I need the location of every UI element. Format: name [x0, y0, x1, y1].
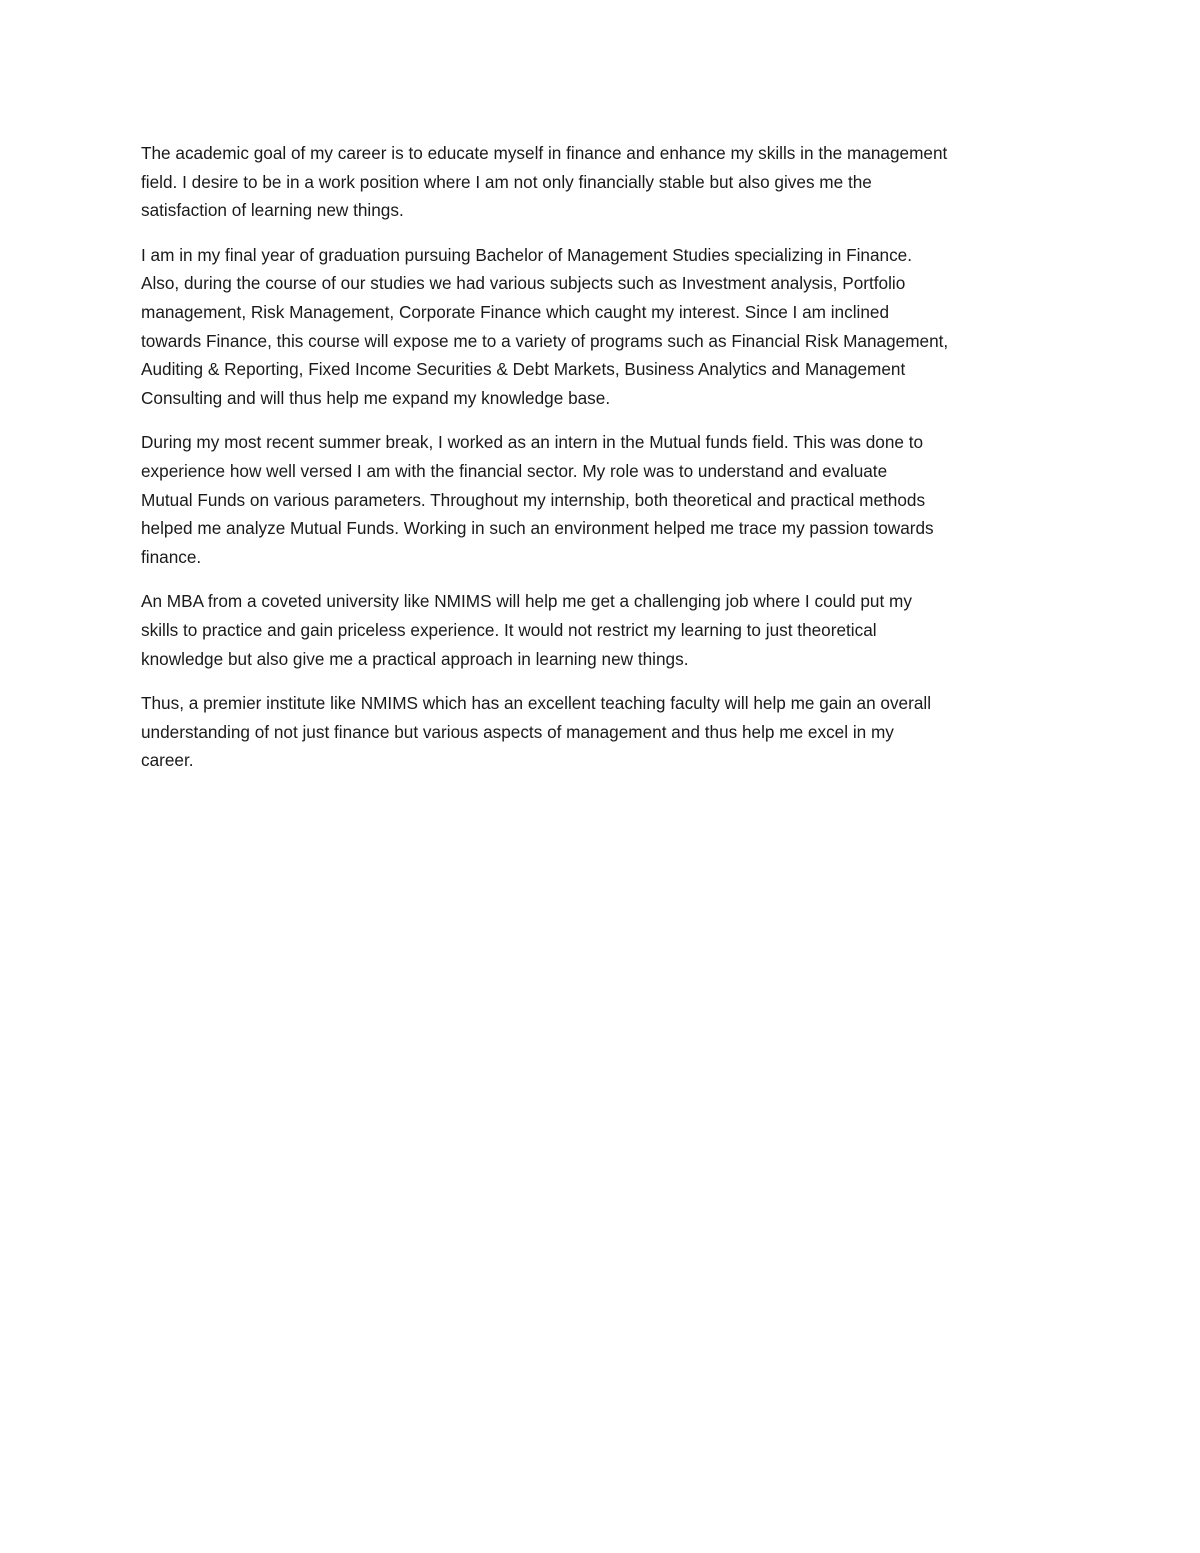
text-line: knowledge but also give me a practical approach in learning new things.	[141, 648, 689, 669]
paragraph-graduation	[141, 241, 1059, 413]
text-line: career.	[141, 750, 194, 771]
document-body	[141, 139, 1059, 791]
text-line: Consulting and will thus help me expand my knowledge base.	[141, 387, 611, 408]
text-line: field. I desire to be in a work position where I am not only financially stable but also gives me the	[141, 171, 872, 192]
text-line: Thus, a premier institute like NMIMS which has an excellent teaching faculty will help me gain an overall	[141, 693, 932, 714]
text-line: management, Risk Management, Corporate Finance which caught my interest. Since I am inclined	[141, 301, 890, 322]
text-line: helped me analyze Mutual Funds. Working in such an environment helped me trace my passion towards	[141, 518, 934, 539]
paragraph-academic-goal	[141, 139, 1059, 225]
text-line: During my most recent summer break, I worked as an intern in the Mutual funds field. This was done to	[141, 432, 924, 453]
text-line: Mutual Funds on various parameters. Throughout my internship, both theoretical and practical methods	[141, 489, 926, 510]
text-line: satisfaction of learning new things.	[141, 200, 404, 221]
text-line: experience how well versed I am with the financial sector. My role was to understand and evaluate	[141, 460, 888, 481]
text-line: towards Finance, this course will expose me to a variety of programs such as Financial Risk Management,	[141, 330, 949, 351]
paragraph-internship	[141, 428, 1059, 571]
paragraph-mba	[141, 587, 1059, 673]
text-line: The academic goal of my career is to educate myself in finance and enhance my skills in the management	[141, 143, 948, 163]
text-line: Also, during the course of our studies we had various subjects such as Investment analysis, Portfolio	[141, 273, 906, 294]
text-line: finance.	[141, 546, 202, 567]
text-line: understanding of not just finance but various aspects of management and thus help me excel in my	[141, 721, 894, 742]
text-line: Auditing & Reporting, Fixed Income Securities & Debt Markets, Business Analytics and Management	[141, 359, 906, 380]
text-line: An MBA from a coveted university like NMIMS will help me get a challenging job where I could put my	[141, 591, 912, 612]
paragraph-conclusion	[141, 689, 1059, 775]
text-line: skills to practice and gain priceless experience. It would not restrict my learning to just theoretical	[141, 619, 877, 640]
text-line: I am in my final year of graduation pursuing Bachelor of Management Studies specializing in Finance.	[141, 244, 912, 265]
